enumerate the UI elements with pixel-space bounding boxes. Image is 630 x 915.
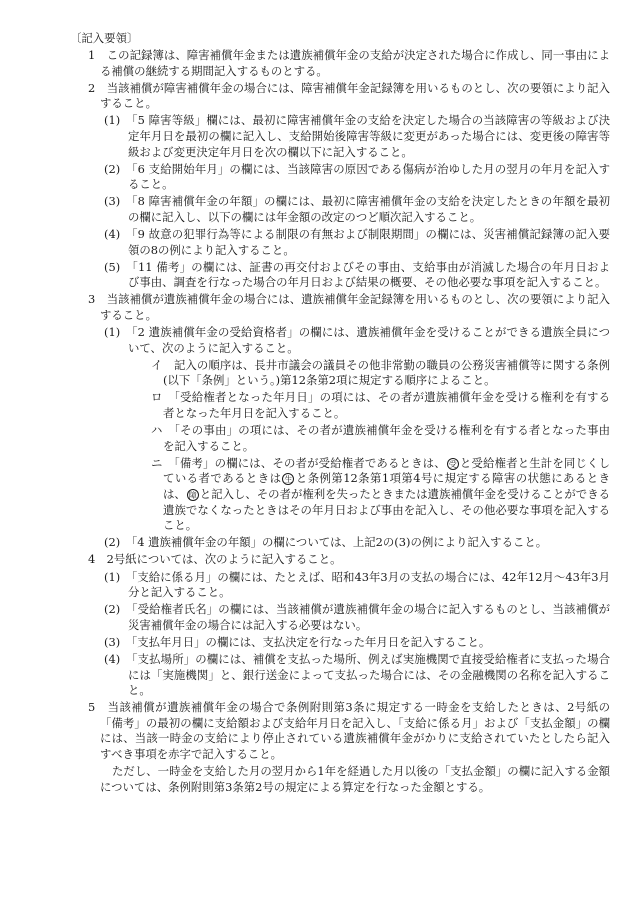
recipient-mark: 受 [448, 459, 457, 469]
item-2-5: (5) 「11 備考」の欄には、証書の再交付およびその事由、支給事由が消滅した場合の年月日および事由、調査を行なった場合の年月日および結果の概要、その他必要な事項を記入すること。 [104, 259, 610, 290]
item-3-2: (2) 「4 遺族補償年金の年額」の欄については、上記2の(3)の例により記入すること。 [104, 535, 548, 550]
item-4-1: (1) 「支給に係る月」の欄には、たとえば、昭和43年3月の支払の場合には、42年12月～43年3月分と記入すること。 [104, 569, 610, 600]
disability-mark: 障 [188, 491, 197, 501]
item-4-3: (3) 「支払年月日」の欄には、支払決定を行なった年月日を記入すること。 [104, 634, 491, 649]
item-2-4: (4) 「9 故意の犯罪行為等による制限の有無および制限期間」の欄には、災害補償記録簿の記入要領の8の例により記入すること。 [104, 227, 610, 257]
item-3-1-ni-part-d: と記入し、その者が権利を失ったときまたは遺族補償年金を受けることができる遺族でなくなったときはその年月日および事由を記入し、その他必要な事項を記入すること。 [163, 487, 610, 533]
item-3-1-ro: ロ 「受給権者となった年月日」の項には、その者が遺族補償年金を受ける権利を有する者となった年月日を記入すること。 [151, 390, 610, 421]
item-3: 3 当該補償が遺族補償年金の場合には、遺族補償年金記録簿を用いるものとし、次の要領により記入すること。 [88, 292, 610, 322]
item-3-1: (1) 「2 遺族補償年金の受給資格者」の欄には、遺族補償年金を受けることができる遺族全員について、次のように記入すること。 [104, 325, 610, 355]
item-2-2: (2) 「6 支給開始年月」の欄には、当該障害の原因である傷病が治ゆした月の翌月の年月を記入すること。 [104, 161, 610, 192]
item-2-3: (3) 「8 障害補償年金の年額」の欄には、最初に障害補償年金の支給を決定したときの年額を最初の欄に記入し、以下の欄には年金額の改定のつど順次記入すること。 [104, 194, 610, 224]
item-4: 4 2号紙については、次のように記入すること。 [88, 552, 342, 567]
item-3-1-ha: ハ 「その事由」の項には、その者が遺族補償年金を受ける権利を有する者となった事由を記入すること。 [151, 423, 610, 453]
item-2: 2 当該補償が障害補償年金の場合には、障害補償年金記録簿を用いるものとし、次の要領により記入すること。 [88, 80, 610, 111]
item-3-1-ni-part-c: と条例第12条第1項第4号に規定する障害の状態にあるときは、 [163, 471, 610, 502]
section-heading: 〔記入要領〕 [70, 31, 139, 45]
item-3-1-ni [70, 456, 610, 534]
livelihood-mark: 生 [284, 475, 293, 485]
item-2-1: (1) 「5 障害等級」欄には、最初に障害補償年金の支給を決定した場合の当該障害の等級および決定年月日を最初の欄に記入し、支給開始後障害等級に変更があった場合には、変更後の障害等級および変更決定年月日を次の欄以下に記入すること。 [104, 113, 610, 159]
item-4-2: (2) 「受給権者氏名」の欄には、当該補償が遺族補償年金の場合に記入するものとし、当該補償が災害補償年金の場合には記入する必要はない。 [104, 602, 611, 632]
item-4-4: (4) 「支払場所」の欄には、補償を支払った場所、例えば実施機関で直接受給権者に支払った場合には「実施機関」と、銀行送金によって支払った場合には、その金融機関の名称を記入すること。 [104, 651, 610, 698]
item-3-1-ni-part-a: ニ 「備考」の欄には、その者が受給権者であるときは、 [151, 455, 446, 470]
item-3-1-ni-part-b: と受給権者と生計を同じくしている者であるときは [163, 455, 610, 486]
item-1: 1 この記録簿は、障害補償年金または遺族補償年金の支給が決定された場合に作成し、同一事由による補償の継続する期間記入するものとする。 [88, 48, 610, 78]
item-3-1-i: イ 記入の順序は、長井市議会の議員その他非常勤の職員の公務災害補償等に関する条例(以下「条例」という。)第12条第2項に規定する順序によること。 [151, 357, 610, 388]
item-5: 5 当該補償が遺族補償年金の場合で条例附則第3条に規定する一時金を支給したときは、2号紙の「備考」の最初の欄に支給額および支給年月日を記入し、「支給に係る月」および「支払金額」の欄には、当該一時金の支給により停止されている遺族補償年金がかりに支給されていたとしたら記入すべき事項を赤字で記入すること。 [88, 700, 610, 762]
item-5-proviso: ただし、一時金を支給した月の翌月から1年を経過した月以後の「支払金額」の欄に記入する金額については、条例附則第3条第2号の規定による算定を行なった金額とする。 [100, 764, 610, 794]
